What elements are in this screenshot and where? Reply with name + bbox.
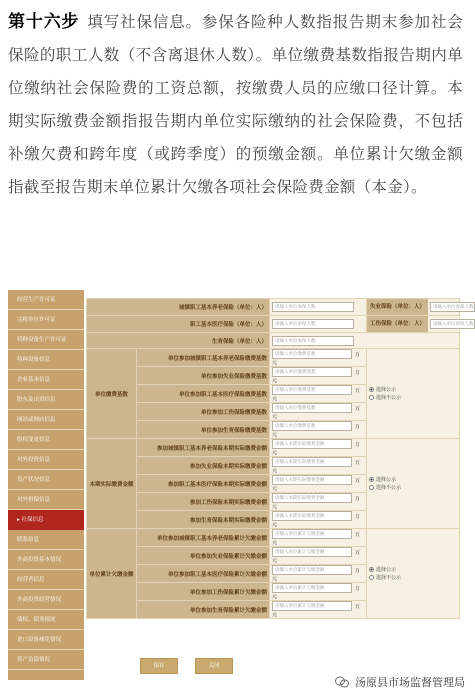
- sidebar: [8, 290, 84, 680]
- amount-label: 参加工伤保险本期实际缴费金额: [137, 493, 270, 511]
- amount-cell: [270, 547, 367, 565]
- amount-input[interactable]: 请输入单位累计欠缴金额: [272, 547, 352, 557]
- radio-checked-icon: [369, 477, 374, 482]
- count-label-right: 失业保险（单位：人）: [367, 299, 428, 315]
- amount-cell: [270, 421, 367, 439]
- amount-input[interactable]: 请输入单位缴费基数: [272, 403, 352, 413]
- amount-input[interactable]: 请输入本期实际缴费金额: [272, 493, 352, 503]
- amount-cell: [270, 457, 367, 475]
- amount-input[interactable]: 请输入本期实际缴费金额: [272, 457, 352, 467]
- sidebar-item[interactable]: 股东及出资信息: [8, 390, 84, 410]
- count-cell-right: [367, 299, 474, 316]
- social-security-form: [86, 298, 474, 619]
- unit-label: 万元: [272, 531, 361, 546]
- amount-input[interactable]: 请输入本期实际缴费金额: [272, 511, 352, 521]
- amount-input[interactable]: 请输入单位缴费基数: [272, 421, 352, 431]
- amount-label: 单位参加职工基本医疗保险累计欠缴金额: [137, 565, 270, 583]
- amount-input[interactable]: 请输入单位累计欠缴金额: [272, 601, 352, 611]
- amount-input[interactable]: 请输入本期实际缴费金额: [272, 439, 352, 449]
- count-cell-right: [367, 316, 474, 333]
- amount-label: 单位参加生育保险缴费基数: [137, 421, 270, 439]
- unit-label: 万元: [272, 351, 361, 366]
- step-title: 第十六步: [8, 12, 80, 32]
- radio-unchecked-icon: [369, 485, 374, 490]
- amount-cell: [270, 475, 367, 493]
- count-cell: [270, 316, 367, 333]
- unit-label: 万元: [272, 513, 361, 528]
- amount-label: 单位参加失业保险累计欠缴金额: [137, 547, 270, 565]
- amount-label: 参加失业保险本期实际缴费金额: [137, 457, 270, 475]
- count-pair: [367, 316, 474, 332]
- group-title: 本期实际缴费金额: [87, 439, 137, 529]
- amount-label: 单位参加城镇职工基本养老保险累计欠缴金额: [137, 529, 270, 547]
- amount-cell: [270, 601, 367, 619]
- visibility-radios: [367, 439, 460, 529]
- amount-input[interactable]: 请输入单位累计欠缴金额: [272, 529, 352, 539]
- screenshot-panel: [8, 290, 474, 680]
- count-cell: [270, 299, 367, 316]
- amount-input[interactable]: 请输入单位缴费基数: [272, 385, 352, 395]
- amount-input[interactable]: 请输入单位缴费基数: [272, 349, 352, 359]
- group-title: 单位累计欠缴金额: [87, 529, 137, 619]
- amount-label: 单位参加城镇职工基本养老保险缴费基数: [137, 349, 270, 367]
- sidebar-item[interactable]: 经营生产许可证: [8, 290, 84, 310]
- sidebar-item[interactable]: 特种设备生产许可证: [8, 330, 84, 350]
- sidebar-item[interactable]: 外商投资基本情况: [8, 550, 84, 570]
- radio-public-label: 选择公示: [376, 566, 397, 573]
- group-title: 单位缴费基数: [87, 349, 137, 439]
- amount-input[interactable]: 请输入单位累计欠缴金额: [272, 565, 352, 575]
- radio-checked-icon: [369, 387, 374, 392]
- sidebar-item[interactable]: 对外担保信息: [8, 490, 84, 510]
- count-label: 职工基本医疗保险（单位：人）: [87, 316, 270, 333]
- radio-private[interactable]: [369, 394, 457, 402]
- amount-label: 参加城镇职工基本养老保险本期实际缴费金额: [137, 439, 270, 457]
- sidebar-item[interactable]: ▸ 社保信息: [8, 510, 84, 530]
- radio-public-label: 选择公示: [376, 386, 397, 393]
- unit-label: 万元: [272, 549, 361, 564]
- amount-cell: [270, 349, 367, 367]
- sidebar-item[interactable]: 股权变更信息: [8, 430, 84, 450]
- radio-public[interactable]: [369, 566, 457, 574]
- unit-label: 万元: [272, 585, 361, 600]
- amount-input[interactable]: 请输入单位累计欠缴金额: [272, 583, 352, 593]
- unit-label: 万元: [272, 495, 361, 510]
- radio-public-label: 选择公示: [376, 476, 397, 483]
- amount-cell: [270, 583, 367, 601]
- count-input-right[interactable]: 请输入单位参保人数: [430, 319, 475, 329]
- radio-private-label: 选择不公示: [376, 394, 402, 401]
- amount-cell: [270, 565, 367, 583]
- sidebar-item[interactable]: 资产负债情况: [8, 650, 84, 670]
- unit-label: 万元: [272, 423, 361, 438]
- unit-label: 万元: [272, 369, 361, 384]
- unit-label: 万元: [272, 441, 361, 456]
- sidebar-item[interactable]: 进口设备减免情况: [8, 630, 84, 650]
- sidebar-item[interactable]: 完税单位许可证: [8, 310, 84, 330]
- count-label: 城镇职工基本养老保险（单位：人）: [87, 299, 270, 316]
- unit-label: 万元: [272, 387, 361, 402]
- unit-label: 万元: [272, 477, 361, 492]
- amount-cell: [270, 385, 367, 403]
- count-input[interactable]: 请输入单位参保人数: [272, 302, 354, 312]
- save-button[interactable]: 保存: [140, 658, 178, 674]
- radio-unchecked-icon: [369, 575, 374, 580]
- unit-label: 万元: [272, 567, 361, 582]
- sidebar-item[interactable]: 外商投资经营情况: [8, 590, 84, 610]
- amount-cell: [270, 403, 367, 421]
- count-input[interactable]: 请输入单位参保人数: [272, 319, 354, 329]
- visibility-radios: [367, 349, 460, 439]
- sidebar-item[interactable]: 经营者信息: [8, 570, 84, 590]
- amount-label: 单位参加工伤保险累计欠缴金额: [137, 583, 270, 601]
- amount-label: 单位参加失业保险缴费基数: [137, 367, 270, 385]
- amount-label: 单位参加生育保险累计欠缴金额: [137, 601, 270, 619]
- sidebar-item[interactable]: 资产状况信息: [8, 470, 84, 490]
- count-label: 生育保险（单位：人）: [87, 333, 270, 349]
- sidebar-item[interactable]: 债权、债务情况: [8, 610, 84, 630]
- count-cell: [270, 333, 460, 349]
- wechat-icon: [335, 676, 349, 688]
- amount-cell: [270, 367, 367, 385]
- intro-text: 填写社保信息。参保各险种人数指报告期末参加社会保险的职工人数（不含离退休人数）。单位缴费基数指报告期内单位缴纳社会保险费的工资总额，按缴费人员的应缴口径计算。本期实际缴费金额指报告期内单位实际缴纳的社会保险费，不包括补缴欠费和跨年度（或跨季度）的预缴金额。单位累计欠缴金额指截至报告期末单位累计欠缴各项社会保险费金额（本金）。: [8, 13, 464, 196]
- amount-cell: [270, 493, 367, 511]
- intro-paragraph: [8, 6, 463, 204]
- sidebar-item[interactable]: 企业基本信息: [8, 370, 84, 390]
- radio-checked-icon: [369, 567, 374, 572]
- amount-cell: [270, 439, 367, 457]
- sidebar-item[interactable]: 特种设备信息: [8, 350, 84, 370]
- form-table: [86, 298, 474, 619]
- watermark: [335, 674, 465, 690]
- amount-input[interactable]: 请输入本期实际缴费金额: [272, 475, 352, 485]
- visibility-radios: [367, 529, 460, 619]
- close-button[interactable]: 关闭: [195, 658, 233, 674]
- radio-unchecked-icon: [369, 395, 374, 400]
- sidebar-item[interactable]: 联系信息: [8, 530, 84, 550]
- radio-public[interactable]: [369, 476, 457, 484]
- sidebar-item[interactable]: 对外投资信息: [8, 450, 84, 470]
- count-pair: [367, 299, 474, 315]
- amount-cell: [270, 511, 367, 529]
- amount-label: 单位参加工伤保险缴费基数: [137, 403, 270, 421]
- unit-label: 万元: [272, 405, 361, 420]
- amount-cell: [270, 529, 367, 547]
- count-input-right[interactable]: 请输入单位参保人数: [430, 302, 475, 312]
- count-input[interactable]: 请输入单位参保人数: [272, 336, 354, 346]
- radio-private-label: 选择不公示: [376, 484, 402, 491]
- count-label-right: 工伤保险（单位：人）: [367, 316, 428, 332]
- radio-private[interactable]: [369, 484, 457, 492]
- radio-private-label: 选择不公示: [376, 574, 402, 581]
- amount-input[interactable]: 请输入单位缴费基数: [272, 367, 352, 377]
- amount-label: 参加职工基本医疗保险本期实际缴费金额: [137, 475, 270, 493]
- amount-label: 参加生育保险本期实际缴费金额: [137, 511, 270, 529]
- action-buttons: [140, 652, 245, 674]
- unit-label: 万元: [272, 603, 361, 618]
- sidebar-item[interactable]: 网站或网店信息: [8, 410, 84, 430]
- amount-label: 单位参加职工基本医疗保险缴费基数: [137, 385, 270, 403]
- unit-label: 万元: [272, 459, 361, 474]
- watermark-text: 汤原县市场监督管理局: [355, 676, 465, 689]
- radio-private[interactable]: [369, 574, 457, 582]
- radio-public[interactable]: [369, 386, 457, 394]
